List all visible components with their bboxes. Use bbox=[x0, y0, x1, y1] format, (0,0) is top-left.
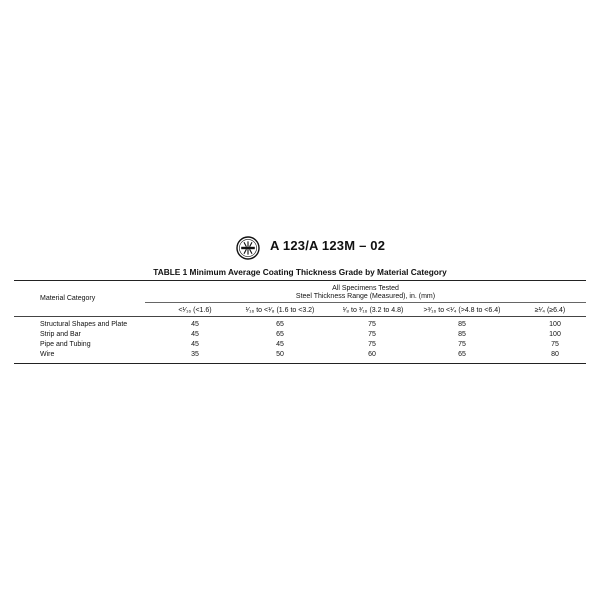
row-category: Pipe and Tubing bbox=[40, 341, 91, 348]
cell-value: 85 bbox=[458, 321, 466, 328]
table-row bbox=[0, 331, 600, 339]
table-bottom-rule bbox=[14, 363, 586, 364]
cell-value: 75 bbox=[368, 341, 376, 348]
row-category: Wire bbox=[40, 351, 55, 358]
cell-value: 65 bbox=[458, 351, 466, 358]
group-header-rule bbox=[145, 302, 586, 303]
group-header-line-2: Steel Thickness Range (Measured), in. (mm) bbox=[295, 293, 436, 300]
table-row bbox=[0, 321, 600, 329]
cell-value: 75 bbox=[368, 331, 376, 338]
cell-value: 60 bbox=[368, 351, 376, 358]
table-row bbox=[0, 341, 600, 349]
row-category: Structural Shapes and Plate bbox=[40, 321, 128, 328]
column-header: ≥¹⁄₄ (≥6.4) bbox=[534, 307, 566, 314]
document-title: A 123/A 123M – 02 bbox=[270, 238, 386, 253]
cell-value: 50 bbox=[276, 351, 284, 358]
cell-value: 75 bbox=[368, 321, 376, 328]
cell-value: 35 bbox=[191, 351, 199, 358]
column-header: >³⁄₁₆ to <¹⁄₄ (>4.8 to <6.4) bbox=[423, 307, 501, 314]
cell-value: 100 bbox=[549, 321, 561, 328]
cell-value: 65 bbox=[276, 331, 284, 338]
astm-logo-icon bbox=[236, 236, 260, 260]
table-header-rule bbox=[14, 316, 586, 317]
cell-value: 80 bbox=[551, 351, 559, 358]
material-category-header: Material Category bbox=[40, 295, 96, 302]
cell-value: 45 bbox=[191, 341, 199, 348]
cell-value: 45 bbox=[191, 331, 199, 338]
cell-value: 65 bbox=[276, 321, 284, 328]
cell-value: 45 bbox=[191, 321, 199, 328]
column-header: ¹⁄₁₆ to <¹⁄₈ (1.6 to <3.2) bbox=[245, 307, 315, 314]
column-header: ¹⁄₈ to ³⁄₁₆ (3.2 to 4.8) bbox=[342, 307, 404, 314]
cell-value: 75 bbox=[458, 341, 466, 348]
document-header bbox=[0, 236, 600, 260]
cell-value: 85 bbox=[458, 331, 466, 338]
column-header: <¹⁄₁₆ (<1.6) bbox=[178, 307, 212, 314]
cell-value: 100 bbox=[549, 331, 561, 338]
table-title: TABLE 1 Minimum Average Coating Thickness Grade by Material Category bbox=[153, 267, 447, 277]
row-category: Strip and Bar bbox=[40, 331, 81, 338]
table-top-rule bbox=[14, 280, 586, 281]
cell-value: 75 bbox=[551, 341, 559, 348]
table-row bbox=[0, 351, 600, 359]
cell-value: 45 bbox=[276, 341, 284, 348]
group-header-line-1: All Specimens Tested bbox=[332, 285, 399, 292]
